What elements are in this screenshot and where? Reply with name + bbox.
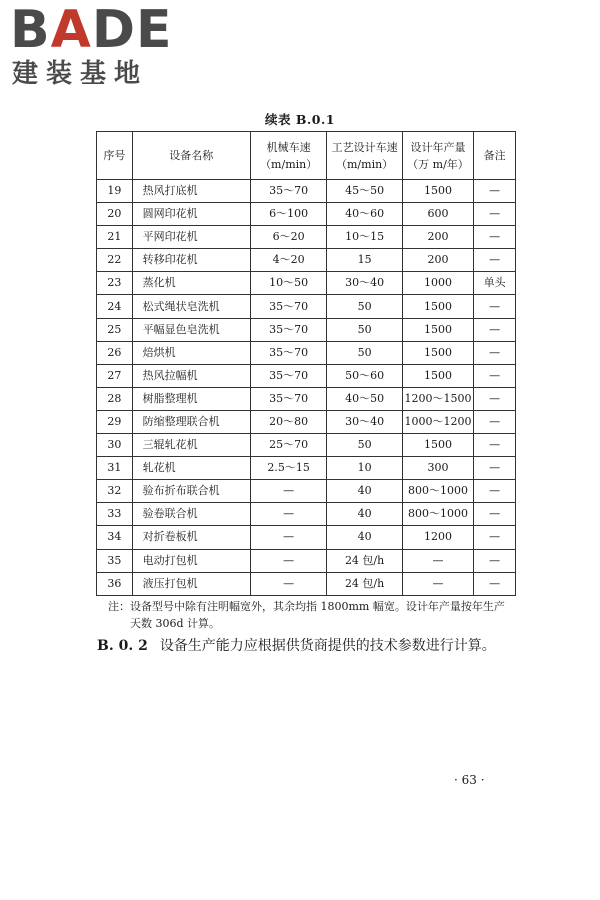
cell-capacity: 1000 [402, 272, 473, 295]
header-mech-speed-line2: （m/min） [260, 157, 318, 171]
cell-mech-speed: 35～70 [250, 318, 326, 341]
table-row [97, 180, 516, 203]
cell-seq: 27 [97, 364, 133, 387]
cell-process-speed: 40 [327, 503, 402, 526]
cell-capacity: 1500 [402, 364, 473, 387]
cell-seq: 28 [97, 387, 133, 410]
cell-remark: — [474, 341, 516, 364]
cell-name: 验布折布联合机 [132, 480, 250, 503]
cell-name: 热风拉幅机 [132, 364, 250, 387]
cell-name: 对折卷板机 [132, 526, 250, 549]
clause-text: 设备生产能力应根据供货商提供的技术参数进行计算。 [159, 638, 496, 654]
cell-remark: — [474, 203, 516, 226]
table-row [97, 457, 516, 480]
cell-mech-speed: 35～70 [250, 364, 326, 387]
cell-name: 电动打包机 [132, 549, 250, 572]
cell-capacity: 200 [402, 249, 473, 272]
cell-mech-speed: — [250, 526, 326, 549]
cell-seq: 23 [97, 272, 133, 295]
cell-name: 蒸化机 [132, 272, 250, 295]
header-mech-speed [250, 132, 326, 180]
header-mech-speed-line1: 机械车速 [266, 140, 311, 154]
header-process-speed-line1: 工艺设计车速 [331, 140, 398, 154]
logo-subtitle: 建装基地 [12, 59, 149, 89]
header-capacity-line2: （万 m/年） [407, 157, 469, 171]
cell-process-speed: 50 [327, 318, 402, 341]
logo-letters-de: DE [91, 0, 173, 60]
cell-name: 三辊轧花机 [132, 434, 250, 457]
cell-name: 验卷联合机 [132, 503, 250, 526]
note-line1: 注：设备型号中除有注明幅宽外，其余均指 1800mm 幅宽。设计年产量按年生产 [108, 600, 505, 613]
cell-seq: 24 [97, 295, 133, 318]
cell-mech-speed: 35～70 [250, 295, 326, 318]
cell-seq: 36 [97, 572, 133, 595]
logo-letter-b: B [10, 0, 51, 60]
table-row [97, 434, 516, 457]
table-title: 续表 B.0.1 [264, 112, 336, 127]
cell-remark: — [474, 295, 516, 318]
cell-process-speed: 40～60 [327, 203, 402, 226]
cell-process-speed: 10 [327, 457, 402, 480]
cell-mech-speed: — [250, 549, 326, 572]
cell-mech-speed: — [250, 480, 326, 503]
header-process-speed [327, 132, 402, 180]
cell-process-speed: 30～40 [327, 410, 402, 433]
cell-name: 树脂整理机 [132, 387, 250, 410]
cell-process-speed: 40 [327, 526, 402, 549]
table-row [97, 503, 516, 526]
cell-remark: — [474, 364, 516, 387]
table-row [97, 549, 516, 572]
cell-capacity: 800～1000 [402, 503, 473, 526]
header-seq: 序号 [97, 132, 133, 180]
cell-remark: — [474, 226, 516, 249]
cell-process-speed: 10～15 [327, 226, 402, 249]
cell-mech-speed: 25～70 [250, 434, 326, 457]
cell-seq: 21 [97, 226, 133, 249]
cell-mech-speed: 35～70 [250, 387, 326, 410]
cell-capacity: 1500 [402, 295, 473, 318]
clause-number: B. 0. 2 [97, 638, 148, 654]
header-capacity [402, 132, 473, 180]
cell-capacity: 1500 [402, 434, 473, 457]
table-row [97, 249, 516, 272]
cell-seq: 31 [97, 457, 133, 480]
table-row [97, 410, 516, 433]
cell-seq: 35 [97, 549, 133, 572]
table-row [97, 480, 516, 503]
cell-mech-speed: 6～20 [250, 226, 326, 249]
cell-remark: — [474, 526, 516, 549]
table-row [97, 272, 516, 295]
cell-remark: — [474, 410, 516, 433]
logo-wordmark [10, 0, 173, 60]
cell-process-speed: 45～50 [327, 180, 402, 203]
cell-remark: — [474, 503, 516, 526]
cell-capacity: 300 [402, 457, 473, 480]
note-line2: 天数 306d 计算。 [130, 617, 221, 630]
cell-process-speed: 30～40 [327, 272, 402, 295]
table-row [97, 526, 516, 549]
cell-seq: 34 [97, 526, 133, 549]
cell-process-speed: 24 包/h [327, 549, 402, 572]
table-row [97, 387, 516, 410]
cell-name: 松式绳状皂洗机 [132, 295, 250, 318]
header-remark: 备注 [474, 132, 516, 180]
cell-seq: 33 [97, 503, 133, 526]
cell-capacity: 1000～1200 [402, 410, 473, 433]
cell-name: 平网印花机 [132, 226, 250, 249]
table-row [97, 341, 516, 364]
cell-process-speed: 40～50 [327, 387, 402, 410]
cell-remark: — [474, 180, 516, 203]
cell-seq: 25 [97, 318, 133, 341]
table-body [97, 180, 516, 596]
cell-seq: 32 [97, 480, 133, 503]
cell-capacity: 200 [402, 226, 473, 249]
cell-mech-speed: 35～70 [250, 180, 326, 203]
table-row [97, 203, 516, 226]
cell-capacity: 1500 [402, 341, 473, 364]
cell-seq: 20 [97, 203, 133, 226]
cell-capacity: 1500 [402, 318, 473, 341]
cell-remark: 单头 [474, 272, 516, 295]
table-row [97, 364, 516, 387]
cell-process-speed: 24 包/h [327, 572, 402, 595]
cell-remark: — [474, 572, 516, 595]
cell-capacity: 1200～1500 [402, 387, 473, 410]
table-note [108, 598, 528, 632]
brand-logo [10, 0, 180, 92]
cell-process-speed: 15 [327, 249, 402, 272]
cell-remark: — [474, 249, 516, 272]
table-row [97, 226, 516, 249]
cell-name: 圆网印花机 [132, 203, 250, 226]
cell-remark: — [474, 480, 516, 503]
cell-capacity: 1200 [402, 526, 473, 549]
cell-process-speed: 50 [327, 434, 402, 457]
cell-name: 焙烘机 [132, 341, 250, 364]
cell-remark: — [474, 457, 516, 480]
cell-remark: — [474, 549, 516, 572]
cell-name: 液压打包机 [132, 572, 250, 595]
cell-capacity: 800～1000 [402, 480, 473, 503]
header-process-speed-line2: （m/min） [336, 157, 394, 171]
cell-seq: 22 [97, 249, 133, 272]
cell-capacity: 1500 [402, 180, 473, 203]
cell-name: 防缩整理联合机 [132, 410, 250, 433]
cell-capacity: — [402, 549, 473, 572]
cell-process-speed: 50 [327, 295, 402, 318]
cell-remark: — [474, 434, 516, 457]
cell-seq: 19 [97, 180, 133, 203]
table-row [97, 295, 516, 318]
clause-b02 [97, 636, 537, 656]
page-number: · 63 · [454, 773, 485, 787]
cell-mech-speed: 10～50 [250, 272, 326, 295]
cell-process-speed: 50～60 [327, 364, 402, 387]
cell-process-speed: 50 [327, 341, 402, 364]
cell-seq: 30 [97, 434, 133, 457]
cell-name: 转移印花机 [132, 249, 250, 272]
header-capacity-line1: 设计年产量 [410, 140, 466, 154]
cell-mech-speed: 4～20 [250, 249, 326, 272]
cell-seq: 29 [97, 410, 133, 433]
header-name: 设备名称 [132, 132, 250, 180]
cell-name: 热风打底机 [132, 180, 250, 203]
cell-mech-speed: 2.5～15 [250, 457, 326, 480]
cell-mech-speed: 6～100 [250, 203, 326, 226]
cell-process-speed: 40 [327, 480, 402, 503]
cell-name: 轧花机 [132, 457, 250, 480]
equipment-table [96, 131, 516, 596]
cell-capacity: — [402, 572, 473, 595]
cell-capacity: 600 [402, 203, 473, 226]
cell-seq: 26 [97, 341, 133, 364]
cell-remark: — [474, 318, 516, 341]
cell-mech-speed: — [250, 503, 326, 526]
table-row [97, 318, 516, 341]
cell-name: 平幅显色皂洗机 [132, 318, 250, 341]
cell-mech-speed: 35～70 [250, 341, 326, 364]
cell-remark: — [474, 387, 516, 410]
logo-letter-a: A [50, 0, 92, 60]
cell-mech-speed: — [250, 572, 326, 595]
table-header-row [97, 132, 516, 180]
table-row [97, 572, 516, 595]
cell-mech-speed: 20～80 [250, 410, 326, 433]
